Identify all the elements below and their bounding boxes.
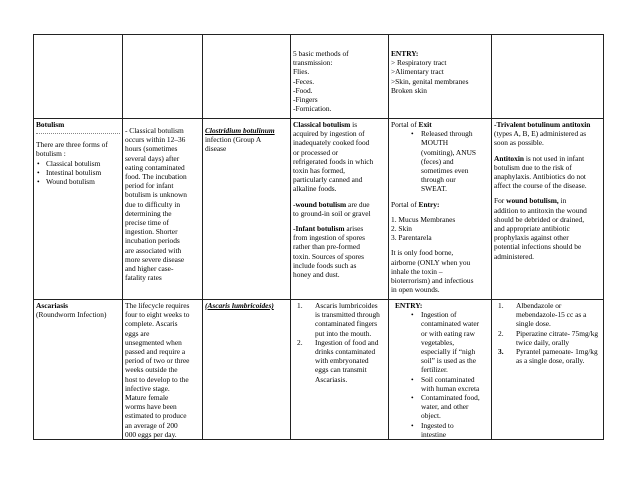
text-line: or with eating raw: [421, 328, 475, 338]
text-fragment: is not used in infant: [523, 153, 585, 163]
cell-empty: [34, 35, 123, 119]
text-line: object.: [421, 411, 441, 421]
list-item: • Contaminated food,: [391, 393, 489, 402]
entry-title: ENTRY:: [395, 301, 423, 310]
text-line: or processed or: [293, 147, 339, 157]
text-line: mebendazole-15 cc as a: [516, 310, 587, 320]
text-line: alkaline foods.: [293, 184, 337, 194]
item-number: 3.: [498, 347, 504, 357]
description-cell: [123, 300, 203, 440]
text-line: unsegmented when: [125, 337, 182, 347]
text-line: toxin has formed,: [293, 166, 345, 176]
text-line: several days) after: [125, 153, 180, 163]
description-cell: [123, 119, 203, 300]
list-item: • Classical botulism: [36, 159, 120, 168]
text-line: (types A, B, E) administered as: [494, 129, 587, 139]
text-line: occurs within 12–36: [125, 135, 186, 145]
agent-cell: [203, 119, 291, 300]
text-line: botulism is unknown: [125, 190, 188, 200]
text-line: due to difficulty in: [125, 199, 181, 209]
text-line: hours (sometimes: [125, 144, 178, 154]
transmission-cell: [291, 300, 389, 440]
text-line: fatality rates: [125, 273, 162, 283]
text-line: (Roundworm Infection): [36, 310, 107, 320]
text-line: with embryonated: [315, 356, 369, 366]
text-line: sometimes even: [421, 166, 469, 176]
text-line: [494, 154, 601, 163]
agent-cell: [203, 300, 291, 440]
text-fragment: Ingestion of food and: [315, 337, 379, 347]
bold-term: Exit: [418, 120, 432, 129]
text-line: intestine: [421, 429, 447, 439]
text-line: twice daily, orally: [516, 337, 570, 347]
list-item: [494, 301, 601, 310]
text-line: 3. Parentarela: [391, 233, 432, 243]
text-line: host to develop to the: [125, 374, 189, 384]
text-line: water, and other: [421, 402, 469, 412]
text-line: rather than pre-formed: [293, 242, 360, 252]
text-line: vegetables,: [421, 337, 455, 347]
text-line: bioterrorism) and infectious: [391, 276, 474, 286]
text-line: >Alimentary tract: [391, 67, 444, 77]
text-line: infection (Group A: [205, 135, 262, 145]
text-line: single dose.: [516, 319, 551, 329]
text-line: an average of 200: [125, 420, 178, 430]
text-line: eggs are: [125, 328, 150, 338]
text-line: -Feces.: [293, 76, 315, 86]
text-line: period for infant: [125, 181, 174, 191]
text-line: inhale the toxin –: [391, 266, 443, 276]
text-line: four to eight weeks to: [125, 310, 190, 320]
text-line: -Fornication.: [293, 104, 332, 114]
text-line: inadequately cooked food: [293, 138, 370, 148]
text-line: -Food.: [293, 85, 313, 95]
text-line: complete. Ascaris: [125, 319, 178, 329]
text-line: > Respiratory tract: [391, 58, 447, 68]
item-number: 2.: [498, 328, 504, 338]
text-line: eating contaminated: [125, 162, 185, 172]
list-item: • Intestinal botulism: [36, 168, 120, 177]
disease-table: [33, 34, 604, 440]
text-fragment: Ascaris lumbricoides: [315, 301, 378, 310]
text-line: administered.: [494, 251, 535, 261]
text-line: contaminated fingers: [315, 319, 378, 329]
text-line: [391, 200, 489, 209]
text-line: food. The incubation: [125, 172, 187, 182]
text-fragment: are due: [346, 199, 370, 209]
bold-term: Entry:: [418, 199, 440, 209]
text-line: >Skin, genital membranes: [391, 76, 469, 86]
bold-term: -Trivalent botulinum antitoxin: [494, 120, 591, 129]
text-line: worms have been: [125, 402, 177, 412]
text-line: and higher case-: [125, 264, 174, 274]
text-line: precise time of: [125, 218, 169, 228]
text-line: as a single dose, orally.: [516, 356, 585, 366]
text-line: to ground-in soil or gravel: [293, 208, 371, 218]
text-line: [293, 120, 386, 129]
transmission-cell: [291, 119, 389, 300]
text-line: fertilizer.: [421, 365, 448, 375]
entry-cell: [389, 35, 492, 119]
table-row: [34, 119, 604, 300]
text-fragment: Piperazine citrate- 75mg/kg: [516, 328, 599, 338]
text-fragment: Portal of: [391, 120, 419, 129]
list-item: [494, 347, 601, 356]
list-item: • Released through: [391, 129, 489, 138]
disease-name: Ascariasis: [36, 301, 69, 310]
text-line: -Fingers: [293, 95, 318, 105]
text-line: are associated with: [125, 245, 182, 255]
text-line: estimated to produce: [125, 411, 187, 421]
transmission-methods-cell: [291, 35, 389, 119]
text-line: addition to antitoxin the wound: [494, 205, 587, 215]
text-fragment: Albendazole or: [516, 301, 562, 310]
text-line: transmission:: [293, 58, 333, 68]
text-line: SWEAT.: [421, 184, 447, 194]
text-line: (feces) and: [421, 156, 454, 166]
text-line: weeks outside the: [125, 365, 178, 375]
text-fragment: Pyrantel pameoate- 1mg/kg: [516, 347, 598, 357]
item-number: 1.: [498, 301, 504, 310]
text-line: (vomiting), ANUS: [421, 147, 477, 157]
disease-name-cell: [34, 300, 123, 440]
text-line: passed and require a: [125, 347, 186, 357]
text-line: There are three forms of: [36, 140, 108, 150]
text-line: [494, 196, 601, 205]
list-item: • Ingestion of: [391, 310, 489, 319]
text-line: - Classical botulism: [125, 126, 184, 135]
text-line: botulism :: [36, 149, 66, 159]
text-line: [293, 200, 386, 209]
text-line: honey and dust.: [293, 270, 340, 280]
text-line: Broken skin: [391, 85, 427, 95]
entry-cell: [389, 300, 492, 440]
text-line: more severe disease: [125, 254, 185, 264]
text-line: and appropriate antibiotic: [494, 224, 570, 234]
text-line: include foods such as: [293, 260, 357, 270]
text-line: soon as possible.: [494, 138, 544, 148]
text-line: airborne (ONLY when you: [391, 257, 471, 267]
agent-name: Clostridium botulinum: [205, 126, 275, 135]
item-number: 2.: [297, 337, 303, 347]
cell-empty: [123, 35, 203, 119]
list-item: [293, 338, 386, 347]
text-line: through our: [421, 175, 456, 185]
bold-term: Antitoxin: [494, 153, 524, 163]
treatment-cell: [492, 119, 604, 300]
text-line: 2. Skin: [391, 224, 412, 234]
text-line: 5 basic methods of: [293, 49, 349, 58]
bold-term: wound botulism,: [506, 196, 559, 206]
text-line: period of two or three: [125, 356, 190, 366]
text-line: from ingestion of spores: [293, 233, 366, 243]
text-line: contaminated water: [421, 319, 480, 329]
list-item: • Wound botulism: [36, 177, 120, 186]
cell-empty: [492, 35, 604, 119]
text-line: botulism due to the risk of: [494, 162, 572, 172]
text-line: put into the mouth.: [315, 328, 372, 338]
text-line: ingestion. Shorter: [125, 227, 178, 237]
cell-empty: [203, 35, 291, 119]
text-fragment: Portal of: [391, 199, 419, 209]
text-line: MOUTH: [421, 138, 449, 148]
text-fragment: in: [558, 196, 567, 206]
text-line: potential infections should be: [494, 242, 582, 252]
text-line: The lifecycle requires: [125, 301, 190, 310]
text-line: Ascariasis.: [315, 374, 348, 384]
agent-name: (Ascaris lumbricoides): [205, 301, 274, 310]
text-line: anaphylaxis. Antibiotics do not: [494, 172, 586, 182]
bold-term: Classical botulism: [293, 120, 351, 129]
text-line: 1. Mucus Membranes: [391, 214, 456, 224]
text-line: 000 eggs per day.: [125, 429, 177, 439]
text-line: toxin. Sources of spores: [293, 251, 365, 261]
text-fragment: arises: [344, 224, 364, 234]
text-line: It is only food borne,: [391, 248, 454, 258]
bold-term: -Infant botulism: [293, 224, 345, 234]
list-item: • Ingested to: [391, 421, 489, 430]
portal-cell: [389, 119, 492, 300]
text-line: prophylaxis against other: [494, 233, 569, 243]
text-line: affect the course of the disease.: [494, 181, 587, 191]
text-line: [391, 120, 489, 129]
text-line: soil” is used as the: [421, 356, 477, 366]
text-line: incubation periods: [125, 236, 180, 246]
item-number: 1.: [297, 301, 303, 310]
text-fragment: For: [494, 196, 507, 206]
text-line: Flies.: [293, 67, 310, 77]
bold-term: -wound botulism: [293, 199, 347, 209]
text-line: in open wounds.: [391, 285, 440, 295]
text-line: especially if “nigh: [421, 347, 476, 357]
text-line: is transmitted through: [315, 310, 380, 320]
text-line: [293, 224, 386, 233]
text-line: eggs can transmit: [315, 365, 367, 375]
text-line: refrigerated foods in which: [293, 156, 374, 166]
list-item: • Soil contaminated: [391, 375, 489, 384]
text-line: determining the: [125, 208, 172, 218]
list-item: [293, 301, 386, 310]
text-line: with human excreta: [421, 383, 480, 393]
text-line: infective stage.: [125, 383, 170, 393]
disease-name: Botulism: [36, 120, 65, 129]
treatment-cell: [492, 300, 604, 440]
disease-name-cell: [34, 119, 123, 300]
table-row: [34, 35, 604, 119]
text-line: acquired by ingestion of: [293, 129, 365, 139]
list-item: [494, 329, 601, 338]
text-line: should be debrided or drained,: [494, 214, 585, 224]
table-row: [34, 300, 604, 440]
divider: [36, 133, 120, 134]
text-line: drinks contaminated: [315, 347, 376, 357]
text-line: Mature female: [125, 393, 169, 403]
entry-title: ENTRY:: [391, 49, 419, 58]
text-line: disease: [205, 144, 227, 154]
text-line: particularly canned and: [293, 175, 363, 185]
text-fragment: is: [350, 120, 358, 129]
